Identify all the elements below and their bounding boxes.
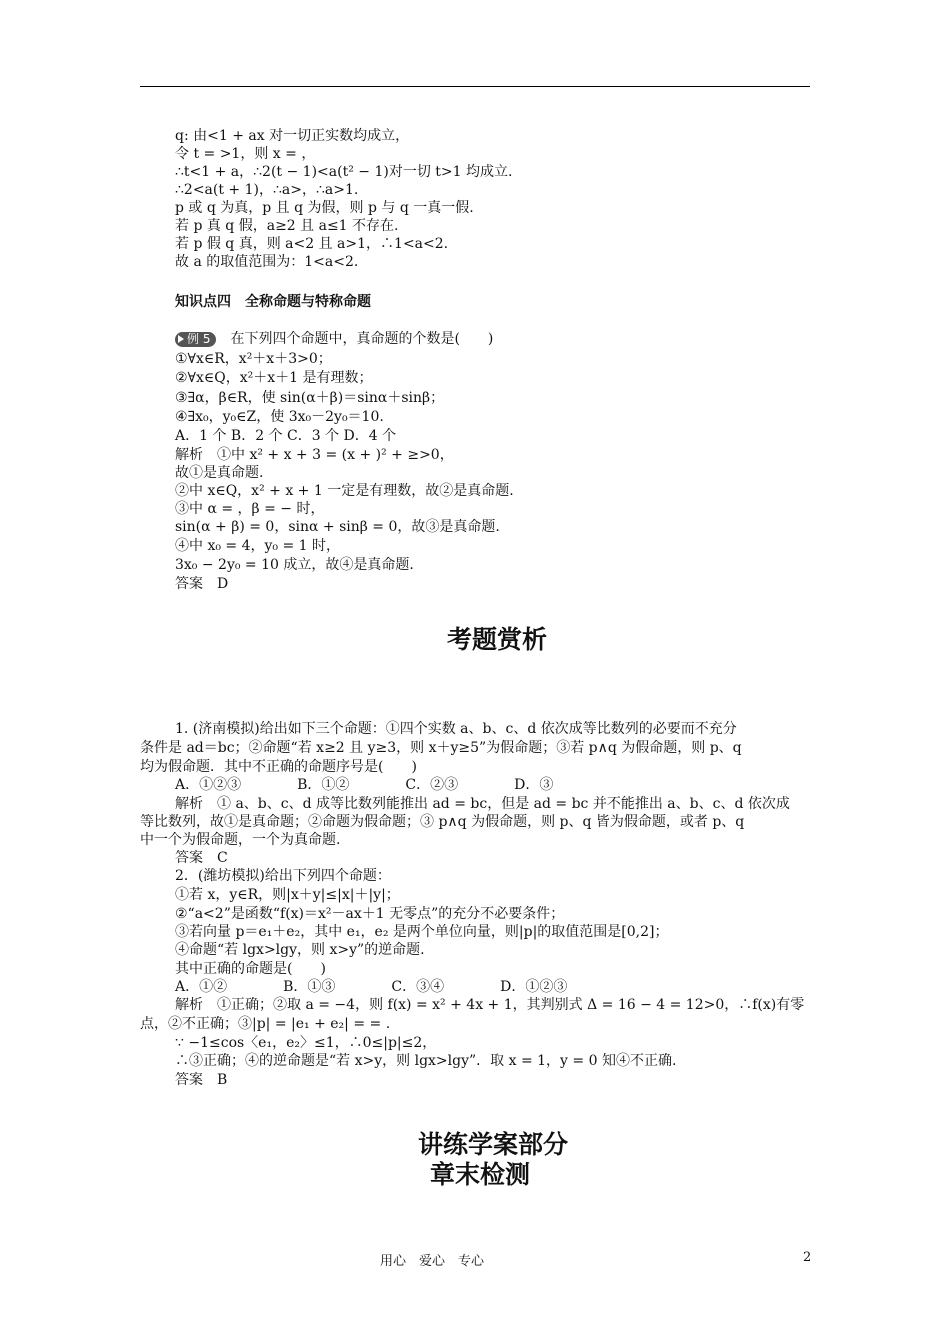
problem-line: 1. (济南模拟)给出如下三个命题：①四个实数 a、b、c、d 依次成等比数列的必要而不充分 <box>175 721 737 737</box>
text-line: 令 t = >1，则 x = ， <box>175 146 316 162</box>
header-rule <box>140 86 810 87</box>
footer-text: 用心 爱心 专心 <box>380 1254 485 1269</box>
page-number: 2 <box>803 1250 812 1265</box>
problem-line: ③若向量 p＝e₁＋e₂，其中 e₁，e₂ 是两个单位向量，则|p|的取值范围是[0,2]； <box>175 924 669 940</box>
analysis-line: ③中 α = ，β = − 时， <box>175 501 325 517</box>
analysis-line: ④中 x₀ = 4，y₀ = 1 时， <box>175 538 341 554</box>
analysis-line: 解析 ① a、b、c、d 成等比数列能推出 ad = bc，但是 ad = bc 并不能推出 a、b、c、d 依次成 <box>175 796 790 812</box>
example-badge-label: 例 5 <box>187 332 211 346</box>
text-line: 故 a 的取值范围为：1<a<2. <box>175 254 359 270</box>
example-question: 在下列四个命题中，真命题的个数是( ) <box>230 331 494 347</box>
problem-line: 条件是 ad＝bc；②命题“若 x≥2 且 y≥3，则 x＋y≥5”为假命题；③若 p∧q 为假命题，则 p、q <box>140 740 742 756</box>
analysis-line: ∴③正确；④的逆命题是“若 x>y，则 lgx>lgy”．取 x = 1，y = 0 知④不正确. <box>175 1053 677 1069</box>
statement: ①∀x∈R，x²＋x＋3>0； <box>175 351 332 367</box>
play-icon <box>178 335 184 343</box>
analysis-line: 解析 ①中 x² + x + 3 = (x + )² + ≥>0， <box>175 447 454 463</box>
problem-line: ①若 x，y∈R，则|x＋y|≤|x|＋|y|； <box>175 887 400 903</box>
problem-line: 其中正确的命题是( ) <box>175 961 326 977</box>
section-heading: 讲练学案部分 <box>418 1130 569 1159</box>
analysis-line: ∵ −1≤cos〈e₁，e₂〉≤1，∴0≤|p|≤2， <box>175 1035 437 1051</box>
analysis-line: 解析 ①正确；②取 a = −4，则 f(x) = x² + 4x + 1，其判别式 Δ = 16 − 4 = 12>0，∴f(x)有零 <box>175 997 805 1013</box>
options: A．①②③ B．①② C．②③ D．③ <box>175 777 554 793</box>
problem-line: 均为假命题．其中不正确的命题序号是( ) <box>140 759 417 775</box>
section-title: 知识点四 全称命题与特称命题 <box>175 294 371 310</box>
text-line: ∴2<a(t + 1)，∴a>，∴a>1. <box>175 182 359 198</box>
analysis-line: 点，②不正确；③|p| = |e₁ + e₂| = = . <box>140 1016 391 1032</box>
example-question-line <box>175 330 493 348</box>
analysis-line: 故①是真命题. <box>175 465 264 481</box>
answer: 答案 C <box>175 850 228 866</box>
statement: ③∃α，β∈R，使 sin(α＋β)＝sinα＋sinβ； <box>175 390 445 406</box>
text-line: p 或 q 为真，p 且 q 为假，则 p 与 q 一真一假. <box>175 200 474 216</box>
section-heading: 考题赏析 <box>447 625 548 654</box>
analysis-line: 中一个为假命题，一个为真命题. <box>140 832 341 848</box>
section-heading: 章末检测 <box>430 1160 531 1189</box>
problem-line: ④命题“若 lgx>lgy，则 x>y”的逆命题. <box>175 942 425 958</box>
example-badge <box>175 332 216 347</box>
text-line: ∴t<1 + a，∴2(t − 1)<a(t² − 1)对一切 t>1 均成立. <box>175 164 513 180</box>
analysis-line: sin(α + β) = 0，sinα + sinβ = 0，故③是真命题. <box>175 519 500 535</box>
text-line: 若 p 真 q 假，a≥2 且 a≤1 不存在. <box>175 218 399 234</box>
statement: ④∃x₀，y₀∈Z，使 3x₀－2y₀＝10. <box>175 409 384 425</box>
answer: 答案 D <box>175 576 229 592</box>
problem-line: 2．(潍坊模拟)给出下列四个命题： <box>175 868 391 884</box>
problem-line: ②“a<2”是函数“f(x)＝x²－ax＋1 无零点”的充分不必要条件； <box>175 906 565 922</box>
analysis-line: ②中 x∈Q，x² + x + 1 一定是有理数，故②是真命题. <box>175 483 514 499</box>
options: A．①② B．①③ C．③④ D．①②③ <box>175 979 568 995</box>
options: A．1 个 B．2 个 C．3 个 D．4 个 <box>175 428 397 444</box>
analysis-line: 等比数列，故①是真命题；②命题为假命题；③ p∧q 为假命题，则 p、q 皆为假命题，或者 p、q <box>140 814 745 830</box>
analysis-line: 3x₀ − 2y₀ = 10 成立，故④是真命题. <box>175 557 414 573</box>
text-line: 若 p 假 q 真，则 a<2 且 a>1，∴1<a<2. <box>175 236 449 252</box>
answer: 答案 B <box>175 1072 228 1088</box>
text-line: q: 由<1 + ax 对一切正实数均成立， <box>175 128 410 144</box>
statement: ②∀x∈Q，x²＋x＋1 是有理数； <box>175 370 373 386</box>
